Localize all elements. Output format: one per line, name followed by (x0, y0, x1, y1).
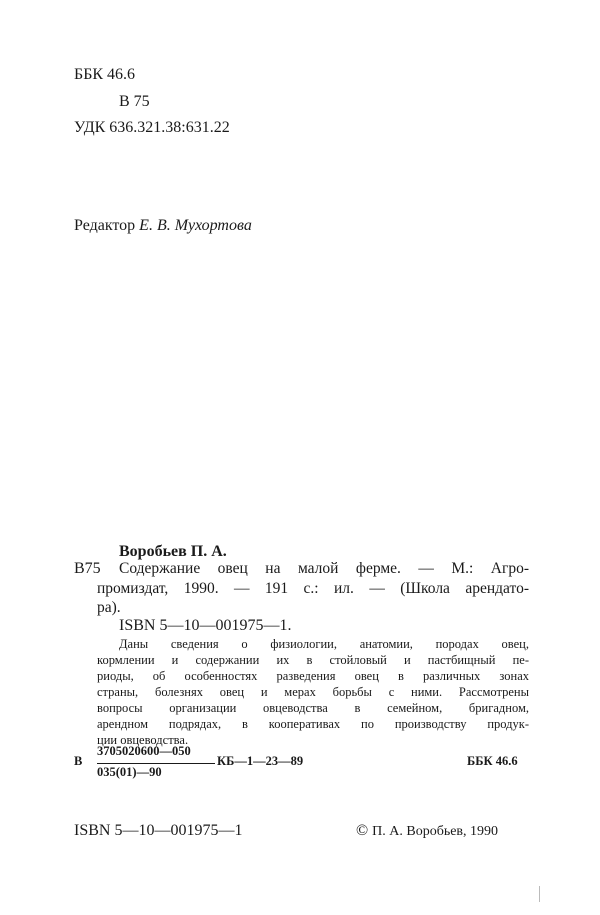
copyright-text: П. А. Воробьев, 1990 (372, 824, 499, 839)
card-author-mark: В75 (74, 560, 101, 577)
card-title-line-3: ра). (97, 599, 121, 616)
card-author: Воробьев П. А. (119, 543, 227, 560)
abstract-line-2: кормлении и содержании их в стойловый и пастбищный пе- (97, 653, 529, 667)
formula-letter: В (74, 754, 83, 768)
author-mark-top: В 75 (119, 93, 150, 110)
card-title-line-1: Содержание овец на малой ферме. — М.: Агро- (119, 560, 529, 577)
formula-kb: КБ—1—23—89 (217, 754, 304, 768)
card-title-line-2: промиздат, 1990. — 191 с.: ил. — (Школа арендато- (97, 580, 529, 597)
abstract-line-4: страны, болезнях овец и мерах борьбы с ними. Рассмотрены (97, 685, 529, 699)
abstract-line-1: Даны сведения о физиологии, анатомии, породах овец, (119, 637, 529, 651)
editor-line (74, 217, 252, 235)
copyright-line (356, 822, 498, 840)
bbk-top: ББК 46.6 (74, 66, 136, 83)
card-isbn: ISBN 5—10—001975—1. (119, 617, 292, 634)
formula-denominator: 035(01)—90 (97, 765, 162, 779)
abstract-line-3: риоды, об особенностях разведения овец в различных зонах (97, 669, 529, 683)
abstract-line-7: ции овцеводства. (97, 733, 189, 747)
formula-fraction-bar (97, 763, 215, 764)
footer-isbn: ISBN 5—10—001975—1 (74, 822, 243, 839)
editor-label: Редактор (74, 217, 136, 234)
abstract-line-5: вопросы организации овцеводства в семейном, бригадном, (97, 701, 529, 715)
editor-name: Е. В. Мухортова (139, 217, 252, 234)
formula-bbk: ББК 46.6 (467, 754, 518, 768)
scan-mark (539, 886, 540, 902)
formula-numerator: 3705020600—050 (97, 744, 191, 758)
abstract-line-6: арендном подрядах, в кооперативах по производству продук- (97, 717, 529, 731)
copyright-icon: © (356, 822, 369, 839)
udk-code: УДК 636.321.38:631.22 (74, 119, 230, 136)
